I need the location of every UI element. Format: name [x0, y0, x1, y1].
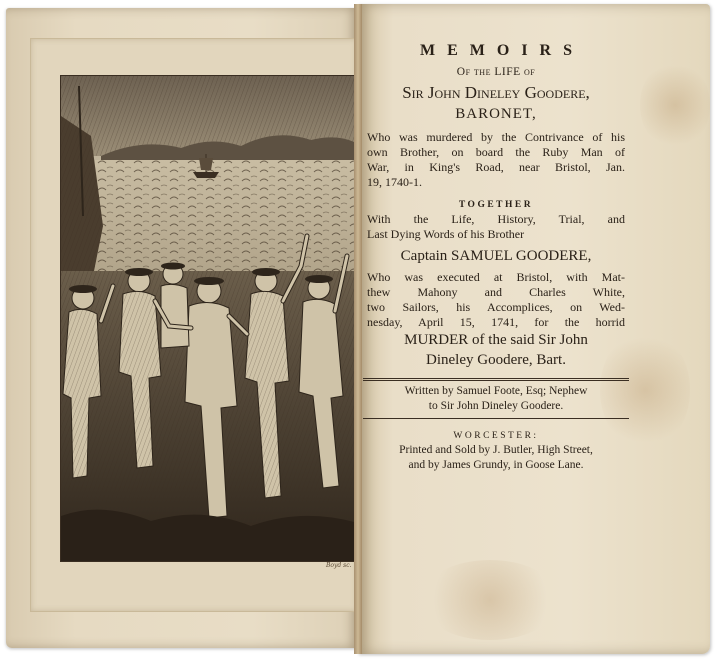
together-heading: TOGETHER: [458, 200, 534, 210]
murder-description-line: 19, 1740-1.: [367, 175, 422, 189]
paper-stain: [640, 60, 710, 150]
author-line: Written by Samuel Foote, Esq; Nephew: [404, 385, 588, 397]
title-of-the-life: Of the LIFE of: [456, 66, 536, 78]
execution-description-line: Who was executed at Bristol, with Mat-: [367, 270, 625, 284]
title-baronet: BARONET,: [455, 106, 537, 122]
author-line: to Sir John Dineley Goodere.: [428, 400, 564, 412]
engraver-signature: Boyd sc.: [326, 562, 352, 569]
frontispiece-engraving: [60, 75, 355, 562]
imprint-line: Printed and Sold by J. Butler, High Street,: [399, 444, 593, 456]
murder-of-line: Dineley Goodere, Bart.: [426, 352, 566, 368]
brother-description-line: With the Life, History, Trial, and: [367, 212, 625, 226]
title-subject-name: Sir John Dineley Goodere,: [402, 83, 590, 102]
execution-description-line: two Sailors, his Accomplices, on Wed-: [367, 300, 625, 314]
paper-stain: [420, 560, 560, 640]
imprint-line: and by James Grundy, in Goose Lane.: [408, 459, 584, 471]
divider-rule: [363, 378, 629, 381]
murder-description-line: Who was murdered by the Contrivance of his: [367, 130, 625, 144]
book-gutter: [354, 4, 362, 654]
imprint-place: WORCESTER:: [453, 431, 539, 441]
murder-description-line: War, in King's Road, near Bristol, Jan.: [367, 160, 625, 174]
execution-description-line: nesday, April 15, 1741, for the horrid: [367, 315, 625, 329]
title-page-text: [367, 40, 625, 473]
execution-description-line: thew Mahony and Charles White,: [367, 285, 625, 299]
captain-name: Captain SAMUEL GOODERE,: [400, 248, 592, 264]
brother-description-line: Last Dying Words of his Brother: [367, 227, 525, 241]
title-memoirs: MEMOIRS: [420, 42, 584, 59]
murder-description-line: own Brother, on board the Ruby Man of: [367, 145, 625, 159]
murder-of-line: MURDER of the said Sir John: [404, 332, 588, 348]
